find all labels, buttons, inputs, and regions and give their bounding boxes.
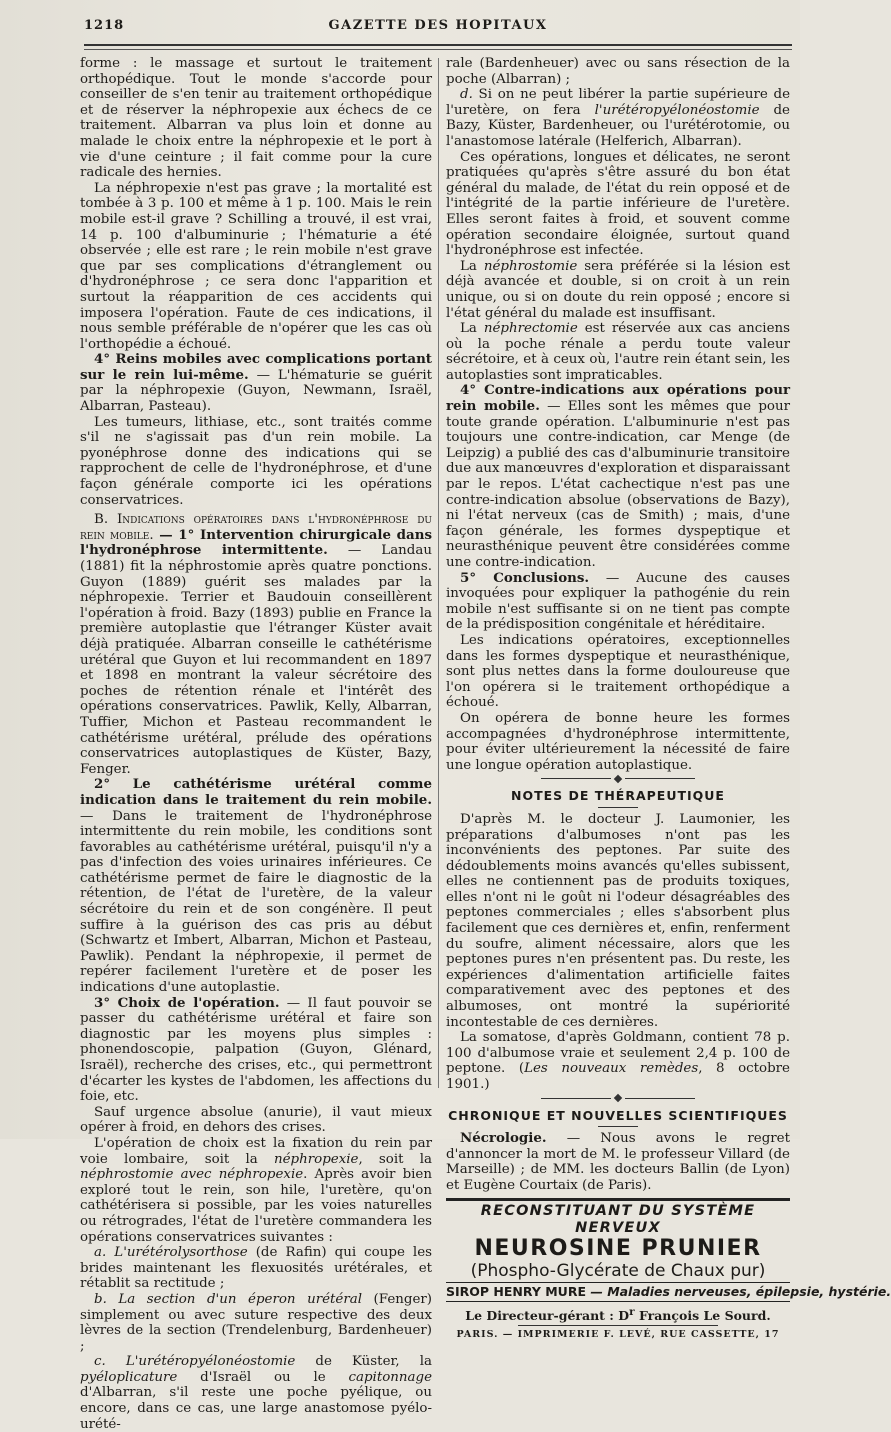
director-name: François Le Sourd. — [634, 1307, 771, 1323]
paragraph — [446, 321, 790, 383]
ad-rule — [446, 1198, 790, 1201]
paragraph-text: — Il faut pouvoir se passer du cathétérisme urétéral et faire son diagnostic par les moyens plus simples : phonendoscopie, palpation (Guyon, Glénard, Israël), recherche des crises, etc., qui permettront d'écarter les kystes de l'abdomen, les affections du foie, etc. — [80, 995, 432, 1105]
paragraph-text: La — [460, 258, 484, 274]
italic-term: néphrostomie — [483, 258, 578, 274]
paragraph-text: La — [460, 321, 484, 337]
italic-term: néphrostomie avec néphropexie — [80, 1167, 304, 1183]
paragraph: rale (Bardenheuer) avec ou sans résection de la poche (Albarran) ; — [446, 56, 790, 87]
paragraph-text: sera préférée si la lésion est déjà avancée et double, si on croit à un rein unique, ou si on doute du rein opposé ; encore si l'état général du malade est insuffisant. — [446, 258, 790, 321]
section-heading: 4° Reins mobiles avec complications portant sur le rein lui-même. — [80, 351, 432, 383]
italic-term: néphrectomie — [483, 321, 578, 337]
page-header — [84, 14, 792, 36]
list-item — [80, 1292, 432, 1354]
page-number: 1218 — [84, 18, 125, 33]
paragraph-text: La somatose, d'après Goldmann, contient 78 p. 100 d'albumose vraie et seulement 2,4 p. 100 de peptone. ( — [446, 1030, 790, 1077]
list-item — [80, 1245, 432, 1292]
paragraph-text: (de Rafin) qui coupe les brides maintenant les flexuosités urétérales, et rétablit sa rectitude ; — [80, 1245, 432, 1292]
paragraph — [80, 777, 432, 995]
paragraph: On opérera de bonne heure les formes accompagnées d'hydronéphrose intermittente, pour éviter ultérieurement la nécessité de faire une longue opération autoplastique. — [446, 710, 790, 773]
paragraph: D'après M. le docteur J. Laumonier, les préparations d'albumoses n'ont pas les inconvénients des peptones. Par suite des dédoublements moins avancés qu'elles subissent, elles ne contiennent pas de produits toxiques, elles n'ont ni le goût ni l'odeur désagréables des peptones commerciales ; elles s'absorbent plus facilement que ces dernières et, enfin, renferment du soufre, aliment nécessaire, alors que les peptones pures n'en présentent pas. Du reste, les expériences d'alimentation artificielle faites comparativement avec des peptones et des albumoses, ont montré la supériorité incontestable de ces dernières. — [446, 811, 790, 1030]
paragraph — [446, 571, 790, 633]
section-heading: 4° Contre-indications aux opérations pour rein mobile. — [446, 382, 790, 415]
paragraph — [446, 1030, 790, 1092]
paragraph-text: d'Israël ou le — [177, 1369, 349, 1385]
italic-term: capitonnage — [348, 1369, 432, 1385]
paragraph: La néphropexie n'est pas grave ; la mortalité est tombée à 3 p. 100 et même à 1 p. 100. Mais le rein mobile est-il grave ? Schilling a trouvé, il est vrai, 14 p. 100 d'albuminurie ; l'hématurie a été observée ; elle est rare ; le rein mobile n'est grave que par ses complications d'étranglement ou d'hydronéphrose ; ce sera donc l'apparition et surtout la réapparition de ces accidents qui imposera l'opération. Faute de ces indications, il nous semble préférable de n'opérer que les cas où l'orthopédie a échoué. — [80, 180, 432, 352]
paragraph-text: d'Albarran, s'il reste une poche pyélique, ou encore, dans ce cas, une large anastomose pyélo-urété- — [80, 1385, 432, 1432]
director-prefix: Le Directeur-gérant : D — [465, 1307, 630, 1323]
paragraph-text: — Nous avons le regret d'annoncer la mort de M. le professeur Villard (de Marseille) ; de MM. les docteurs Ballin (de Lyon) et Eugène Courtaix (de Paris). — [446, 1131, 790, 1193]
paragraph-text: , soit la — [358, 1151, 433, 1167]
ad-rule — [446, 1282, 790, 1283]
paragraph-text: est réservée aux cas anciens où la poche rénale a perdu toute valeur sécrétoire, et à ceux où, l'autre rein étant sein, les autoplasties sont impraticables. — [446, 321, 790, 383]
list-label: c. — [94, 1354, 126, 1370]
section-heading: — 1° Intervention chirurgicale dans l'hydronéphrose intermittente. — [80, 526, 432, 559]
right-column — [446, 56, 891, 1341]
heading-rule — [598, 807, 638, 808]
section-heading: Nécrologie. — [460, 1130, 547, 1147]
section-heading-smallcaps: B. Indications opératoires dans l'hydronéphrose du rein mobile. — [80, 512, 432, 543]
list-item — [446, 87, 790, 149]
paragraph — [80, 352, 432, 414]
paragraph — [446, 1131, 790, 1193]
paragraph-text: L'opération de choix est la fixation du rein par voie lombaire, soit la — [80, 1135, 432, 1167]
paragraph-text: — Aucune des causes invoquées pour expliquer la pathogénie du rein mobile n'est suffisante si on ne tient pas compte de la prédisposition congénitale et héréditaire. — [446, 570, 791, 633]
ad-maker-line — [446, 1283, 891, 1300]
printer-imprint: PARIS. — IMPRIMERIE F. LEVÉ, RUE CASSETTE, 17 — [456, 1328, 780, 1340]
italic-term: L'urétéropyélonéostomie — [125, 1354, 296, 1370]
italic-term: Les nouveaux remèdes — [524, 1061, 699, 1077]
paragraph: Sauf urgence absolue (anurie), il vaut mieux opérer à froid, en dehors des crises. — [80, 1104, 432, 1136]
section-heading: 5° Conclusions. — [460, 569, 590, 586]
italic-term: pyéloplicature — [80, 1369, 178, 1385]
paragraph-text: — L'hématurie se guérit par la néphropexie (Guyon, Newmann, Israël, Albarran, Pasteau). — [80, 367, 432, 415]
italic-term: néphropexie — [274, 1151, 359, 1167]
header-rule-thin — [84, 49, 792, 50]
paragraph — [80, 512, 432, 777]
paragraph-text: , 8 octobre 1901.) — [446, 1061, 790, 1092]
ad-rule — [446, 1301, 790, 1302]
paragraph — [446, 259, 790, 321]
footer-rule — [518, 1325, 718, 1326]
paragraph-text: — Elles sont les mêmes que pour toute grande opération. L'albuminurie n'est pas toujours une contre-indication, car Menge (de Leipzig) a publié des cas d'albuminurie transitoire due aux manœuvres d'exploration et disparaissant par le repos. L'état cachectique n'est pas une contre-indication absolue (observations de Bazy), ni l'état nerveux (cas de Smith) ; mais, d'une façon générale, les formes dyspeptique et neurasthénique peuvent être considérées comme une contre-indication. — [446, 399, 790, 570]
section-ornament — [446, 773, 790, 785]
chronicle-heading: CHRONIQUE ET NOUVELLES SCIENTIFIQUES — [448, 1107, 788, 1123]
journal-title: GAZETTE DES HOPITAUX — [328, 18, 548, 33]
italic-term: L'urétérolysorthose — [114, 1245, 248, 1261]
left-column — [80, 56, 432, 1432]
list-label: d. — [460, 87, 479, 103]
therapy-heading: NOTES DE THÉRAPEUTIQUE — [511, 788, 725, 804]
section-heading: 3° Choix de l'opération. — [94, 994, 280, 1011]
paragraph-text: de Bazy, Küster, Bardenheuer, ou l'urétérotomie, ou l'anastomose latérale (Helferich, Albarran). — [446, 102, 790, 149]
header-rule-thick — [84, 44, 792, 46]
ad-tagline: RECONSTITUANT DU SYSTÈME NERVEUX — [480, 1202, 756, 1236]
ad-product-name: NEUROSINE PRUNIER — [474, 1235, 762, 1261]
italic-term: La section d'un éperon urétéral — [118, 1291, 362, 1307]
paragraph-text: de Küster, la — [295, 1354, 433, 1370]
director-line — [446, 1305, 790, 1323]
heading-rule — [598, 1126, 638, 1127]
paragraph-text: . Après avoir bien exploré tout le rein, son hile, l'uretère, qu'on cathétérisera si possible, par les voies naturelles ou rétrogrades, l'état de l'uretère commandera les opérations conservatrices suivantes : — [80, 1167, 432, 1245]
section-ornament — [446, 1093, 790, 1105]
paragraph — [446, 383, 790, 570]
paragraph: Les tumeurs, lithiase, etc., sont traités comme s'il ne s'agissait pas d'un rein mobile. La pyonéphrose donne des indications qui se rapprochent de celle de l'hydronéphrose, et d'une façon générale comporte ici les opérations conservatrices. — [80, 414, 432, 508]
paragraph — [80, 1136, 432, 1245]
column-divider — [438, 58, 439, 1088]
ad-maker-name: SIROP HENRY MURE — [446, 1283, 586, 1299]
paragraph-text: — Dans le traitement de l'hydronéphrose intermittente du rein mobile, les conditions sont favorables au cathétérisme urétéral, puisqu'il n'y a pas d'infection des voies urinaires inférieures. Ce cathétérisme permet de faire le diagnostic de la rétention, de l'état de l'uretère, de la valeur sécrétoire du rein et de son congénère. Il peut suffire à la guérison des cas pris au début (Schwartz et Imbert, Albarran, Michon et Pasteau, Pawlik). Pendant la néphropexie, il permet de repérer facilement l'uretère et de poser les indications d'une autoplastie. — [80, 808, 432, 996]
paragraph-text: (Fenger) simplement ou avec suture respective des deux lèvres de la section (Trendelenburg, Bardenheuer) ; — [80, 1291, 432, 1354]
italic-term: l'urétéropyélonéostomie — [594, 102, 760, 118]
paragraph-text: Si on ne peut libérer la partie supérieure de l'uretère, on fera — [446, 87, 790, 118]
paragraph-text: — Landau (1881) fit la néphrostomie après quatre ponctions. Guyon (1889) guérit ses malades par la néphropexie. Terrier et Baudouin conseillèrent l'opération à froid. Bazy (1893) publie en France la première autoplastie que l'étranger Küster avait déjà pratiquée. Albarran conseille le cathétérisme urétéral que Guyon et lui recommandent en 1897 et 1898 en montrant la valeur sécrétoire des poches de rétention rénale et l'intérêt des opérations conservatrices. Pawlik, Kelly, Albarran, Tuffier, Michon et Pasteau recommandent le cathétérisme urétéral, prélude des opérations conservatrices autoplastiques de Küster, Bazy, Fenger. — [80, 543, 432, 777]
list-item — [80, 1354, 432, 1432]
paragraph: Les indications opératoires, exceptionnelles dans les formes dyspeptique et neurasthénique, sont plus nettes dans la forme douloureuse que l'on opérera si le traitement orthopédique a échoué. — [446, 632, 790, 711]
director-title-sup: r — [629, 1305, 635, 1318]
advertisement — [446, 1198, 891, 1302]
ad-maker-indications: — Maladies nerveuses, épilepsie, hystérie. — [585, 1283, 891, 1299]
paragraph — [80, 996, 432, 1105]
ad-subtitle: (Phospho-Glycérate de Chaux pur) — [470, 1260, 766, 1281]
section-heading: 2° Le cathétérisme urétéral comme indication dans le traitement du rein mobile. — [80, 776, 432, 808]
list-label: a. — [94, 1245, 115, 1261]
paragraph: forme : le massage et surtout le traitement orthopédique. Tout le monde s'accorde pour conseiller de s'en tenir au traitement orthopédique et de réserver la néphropexie aux échecs de ce traitement. Albarran va plus loin et donne au malade le choix entre la néphropexie et le port à vie d'une ceinture ; il fait comme pour la cure radicale des hernies. — [80, 56, 432, 181]
paragraph: Ces opérations, longues et délicates, ne seront pratiquées qu'après s'être assuré du bon état général du malade, de l'état du rein opposé et de l'intégrité de la partie inférieure de l'uretère. Elles seront faites à froid, et souvent comme opération secondaire éloignée, surtout quand l'hydronéphrose est infectée. — [446, 149, 790, 259]
list-label: b. — [94, 1291, 119, 1307]
